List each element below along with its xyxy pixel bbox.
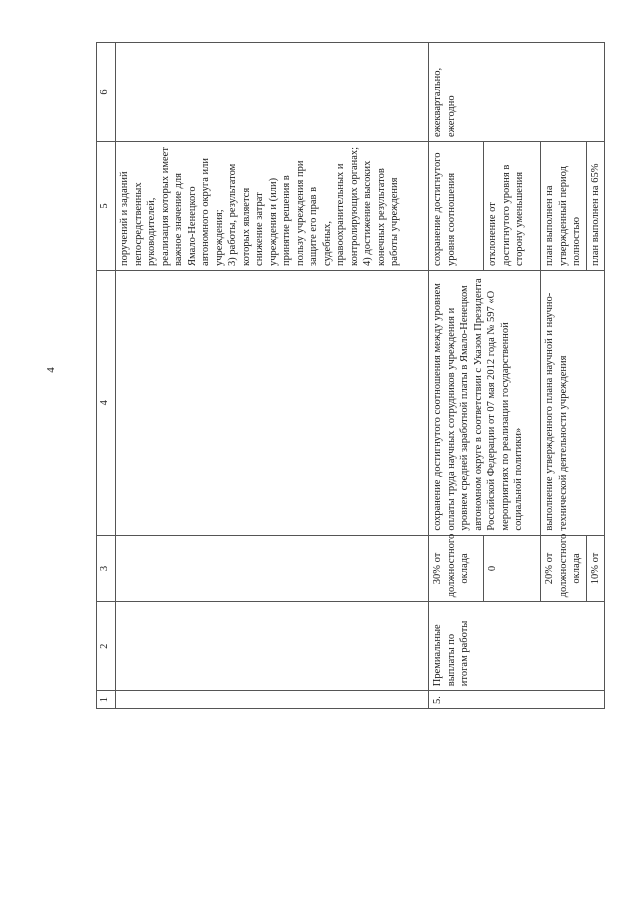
amount-cell: 20% от должностного оклада	[541, 535, 587, 602]
page-number: 4	[45, 367, 57, 373]
bonus-table	[96, 42, 605, 709]
indicator-cell: сохранение достигнутого соотношения между уровнем оплаты труда научных сотрудников учреждения и уровнем средней заработной платы в Ямало-Ненецком автономном округе в соответствии с Указом Президента Российской Федерации от 07 мая 2012 года № 597 «О мероприятиях по реализации государственной социальной политики»	[429, 270, 541, 535]
periodicity-cell: ежеквартально, ежегодно	[429, 43, 605, 142]
header-row	[97, 43, 116, 709]
header-cell: 1	[97, 691, 116, 709]
criterion-cell: отклонение от достигнутого уровня в сторону уменьшения	[484, 142, 541, 271]
criterion-cell: сохранение достигнутого уровня соотношения	[429, 142, 484, 271]
rotated-table-frame	[96, 42, 613, 709]
header-cell: 2	[97, 602, 116, 691]
header-cell: 3	[97, 535, 116, 602]
amount-cell: 10% от	[586, 535, 605, 602]
amount-cell: 0	[484, 535, 541, 602]
table-row	[429, 43, 484, 709]
continuation-criterion: поручений и заданий непосредственных руководителей, реализация которых имеет важное значение для Ямало-Ненецкого автономного округа или учреждения; 3) работы, результатом которых является снижение затрат учреждения и (или) принятие решения в пользу учреждения при защите его прав в судебных, правоохранительных и контролирующих органах; 4) достижение высоких конечных результатов работы учреждения	[116, 142, 429, 271]
header-cell: 4	[97, 270, 116, 535]
amount-cell: 30% от должностного оклада	[429, 535, 484, 602]
criterion-cell: план выполнен на утвержденный период полностью	[541, 142, 587, 271]
table-rotation-wrapper	[96, 42, 613, 709]
continuation-row	[116, 43, 429, 709]
payment-name: Премиальные выплаты по итогам работы	[429, 602, 605, 691]
row-number: 5.	[429, 691, 605, 709]
header-cell: 6	[97, 43, 116, 142]
header-cell: 5	[97, 142, 116, 271]
criterion-cell: план выполнен на 65%	[586, 142, 605, 271]
indicator-cell: выполнение утвержденного плана научной и научно-технической деятельности учреждения	[541, 270, 605, 535]
